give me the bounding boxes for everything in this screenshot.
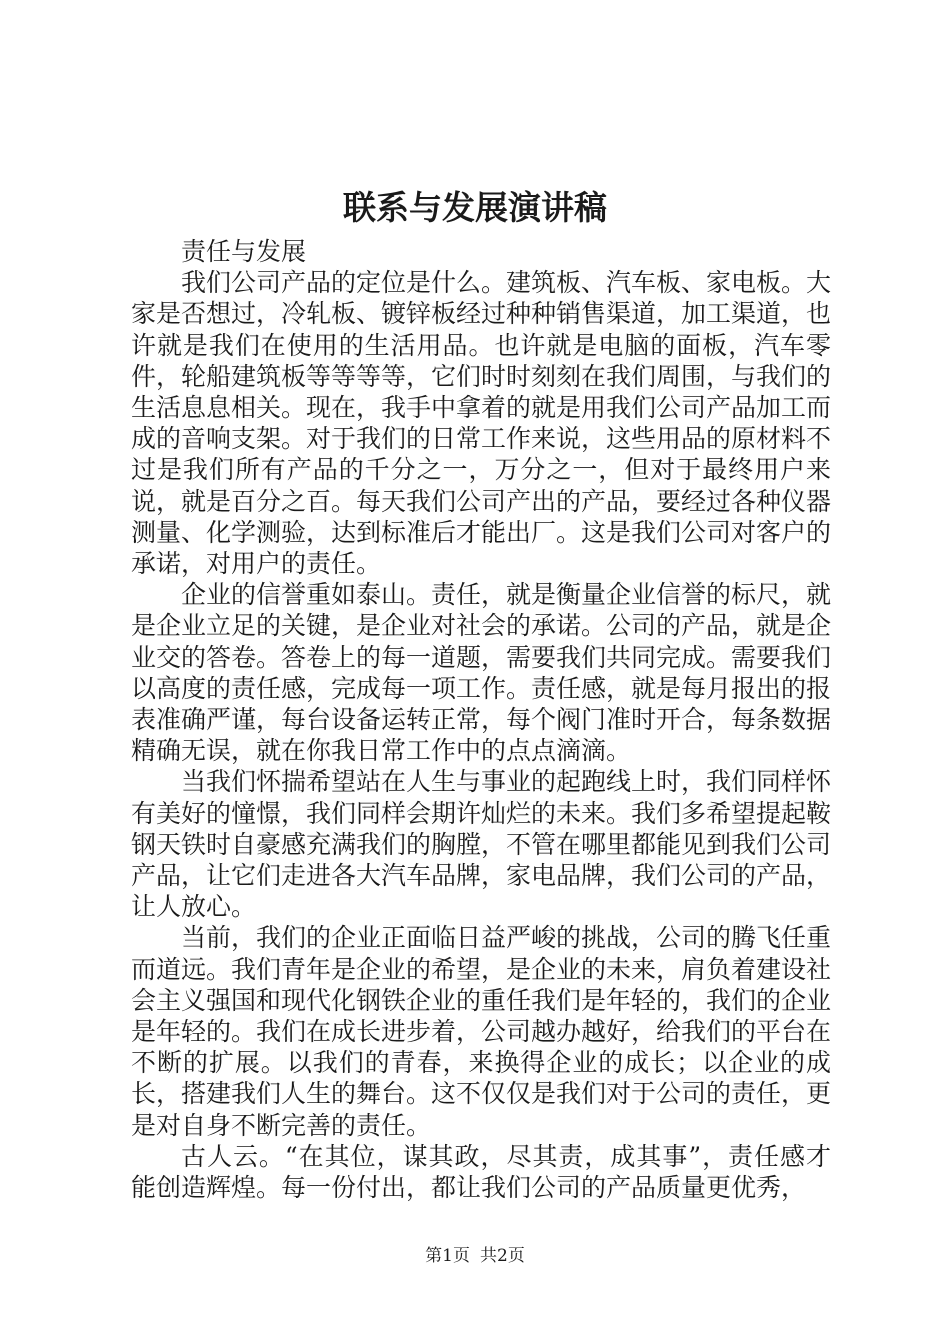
page-number: 第1页 (425, 1246, 470, 1266)
subtitle-paragraph: 责任与发展 (181, 237, 307, 266)
body-paragraph: 古人云。“在其位，谋其政，尽其责，成其事”，责任感才能创造辉煌。每一份付出，都让我们公司的产品质量更优秀， (131, 1141, 831, 1203)
document-body (131, 236, 831, 1203)
body-paragraph: 企业的信誉重如泰山。责任，就是衡量企业信誉的标尺，就是企业立足的关键，是企业对社会的承诺。公司的产品，就是企业交的答卷。答卷上的每一道题，需要我们共同完成。需要我们以高度的责任感，完成每一项工作。责任感，就是每月报出的报表准确严谨，每台设备运转正常，每个阀门准时开合，每条数据精确无误，就在你我日常工作中的点点滴滴。 (131, 580, 832, 766)
body-paragraph: 当我们怀揣希望站在人生与事业的起跑线上时，我们同样怀有美好的憧憬，我们同样会期许灿烂的未来。我们多希望提起鞍钢天铁时自豪感充满我们的胸膛，不管在哪里都能见到我们公司产品，让它们走进各大汽车品牌，家电品牌，我们公司的产品，让人放心。 (131, 767, 832, 922)
page-total: 共2页 (480, 1246, 525, 1266)
page-footer (0, 1244, 950, 1268)
document-title: 联系与发展演讲稿 (343, 188, 607, 227)
body-paragraph: 我们公司产品的定位是什么。建筑板、汽车板、家电板。大家是否想过，冷轧板、镀锌板经过种种销售渠道，加工渠道，也许就是我们在使用的生活用品。也许就是电脑的面板，汽车零件，轮船建筑板等等等等，它们时时刻刻在我们周围，与我们的生活息息相关。现在，我手中拿着的就是用我们公司产品加工而成的音响支架。对于我们的日常工作来说，这些用品的原材料不过是我们所有产品的千分之一，万分之一，但对于最终用户来说，就是百分之百。每天我们公司产出的产品，要经过各种仪器测量、化学测验，达到标准后才能出厂。这是我们公司对客户的承诺，对用户的责任。 (131, 268, 832, 579)
body-paragraph: 当前，我们的企业正面临日益严峻的挑战，公司的腾飞任重而道远。我们青年是企业的希望，是企业的未来，肩负着建设社会主义强国和现代化钢铁企业的重任我们是年轻的，我们的企业是年轻的。我们在成长进步着，公司越办越好，给我们的平台在不断的扩展。以我们的青春，来换得企业的成长；以企业的成长，搭建我们人生的舞台。这不仅仅是我们对于公司的责任，更是对自身不断完善的责任。 (131, 923, 832, 1140)
